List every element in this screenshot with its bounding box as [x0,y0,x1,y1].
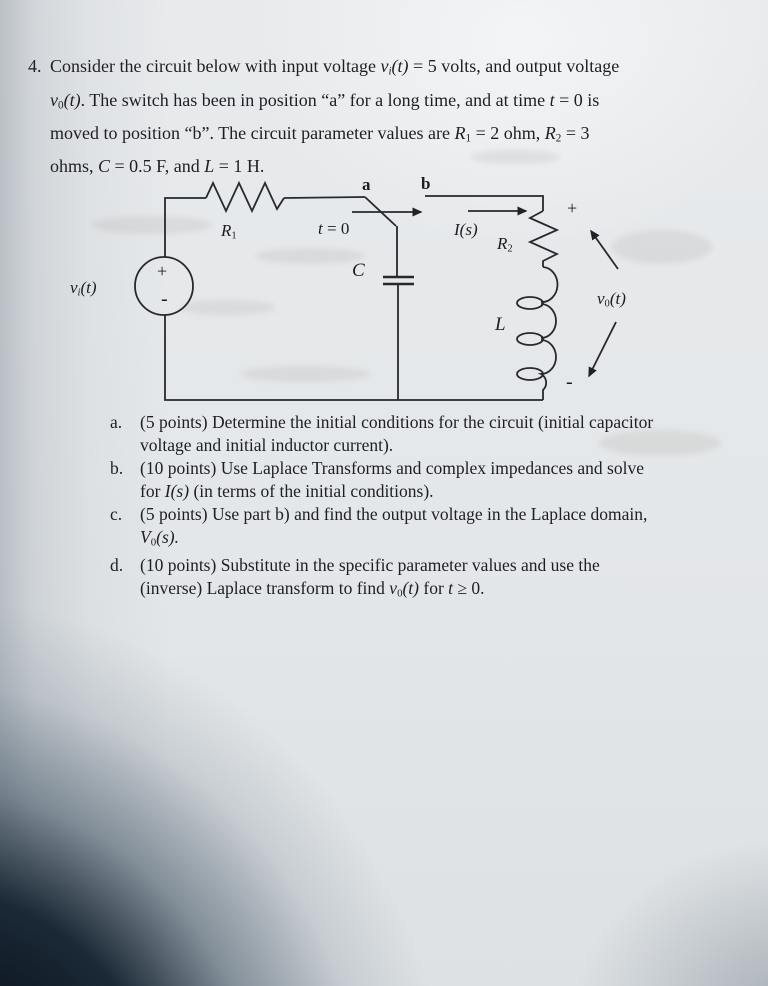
part-b [110,457,750,503]
laplace-current-label: I(s) [454,220,478,239]
part-d-line-1: (10 points) Substitute in the specific parameter values and use the [140,555,600,576]
part-c-line-1: (5 points) Use part b) and find the output voltage in the Laplace domain, [140,504,648,524]
ghost-mark [255,248,365,264]
ghost-mark [470,150,560,164]
inductor-label: L [495,314,506,335]
ghost-mark [92,216,212,234]
question-parts-list [110,411,750,606]
part-d-marker: d. [110,555,124,576]
source-plus-sign: + [157,261,168,281]
ghost-mark [180,300,275,315]
question-number: 4. [28,56,42,76]
vo-minus-arrow [589,322,616,376]
inductor-loop [517,368,543,380]
part-d-line-2: (inverse) Laplace transform to find $v_0(t)$ for t ≥ 0. [140,578,485,600]
inductor-loop [517,297,543,309]
part-a [110,411,750,457]
switch-time-label: t = 0 [318,219,350,238]
capacitor-label: C [352,260,365,281]
part-b-line-1: (10 points) Use Laplace Transforms and complex impedances and solve [140,458,644,478]
part-a-line-2: voltage and initial inductor current). [140,435,394,455]
resistor-r2-symbol [530,211,557,267]
inductor-loop [517,333,543,345]
part-c-line-2: $V_0(s)$. [140,527,179,549]
question-line-1: Consider the circuit below with input voltage $v_i(t) = 5$ volts, and output voltage [50,56,620,78]
output-minus-sign: - [566,371,573,393]
vo-output-label: $v_0(t)$ [597,289,626,310]
switch-position-a-label: a [362,175,371,194]
inductor-symbol [541,267,557,400]
source-minus-sign: - [161,288,168,310]
part-c-marker: c. [110,504,123,524]
r2-label: $R_2$ [497,234,513,255]
vi-source-label: $v_i(t)$ [70,278,97,299]
ghost-mark [612,230,712,264]
question-line-4: ohms, C = 0.5 F, and L = 1 H. [50,156,265,176]
part-d [110,554,750,605]
switch-position-b-label: b [421,174,431,193]
resistor-r1-symbol [206,183,284,211]
question-line-3: moved to position “b”. The circuit parameter values are $R_1 = 2$ ohm, $R_2 = 3$ [50,123,590,145]
part-a-marker: a. [110,412,123,432]
part-c [110,503,750,554]
ghost-mark [240,366,370,382]
wire-to-switch [284,197,365,198]
switch-blade [365,197,396,226]
wire-bottom-rail [165,315,543,400]
part-b-line-2: for I(s) (in terms of the initial conditions). [140,481,434,501]
output-plus-sign: + [567,198,578,218]
question-line-2: $v_0(t)$. The switch has been in position “a” for a long time, and at time t = 0 is [50,90,600,112]
r1-label: $R_1$ [221,221,237,242]
wire-position-b [425,196,543,211]
part-a-line-1: (5 points) Determine the initial conditions for the circuit (initial capacitor [140,412,654,432]
part-b-marker: b. [110,458,124,478]
